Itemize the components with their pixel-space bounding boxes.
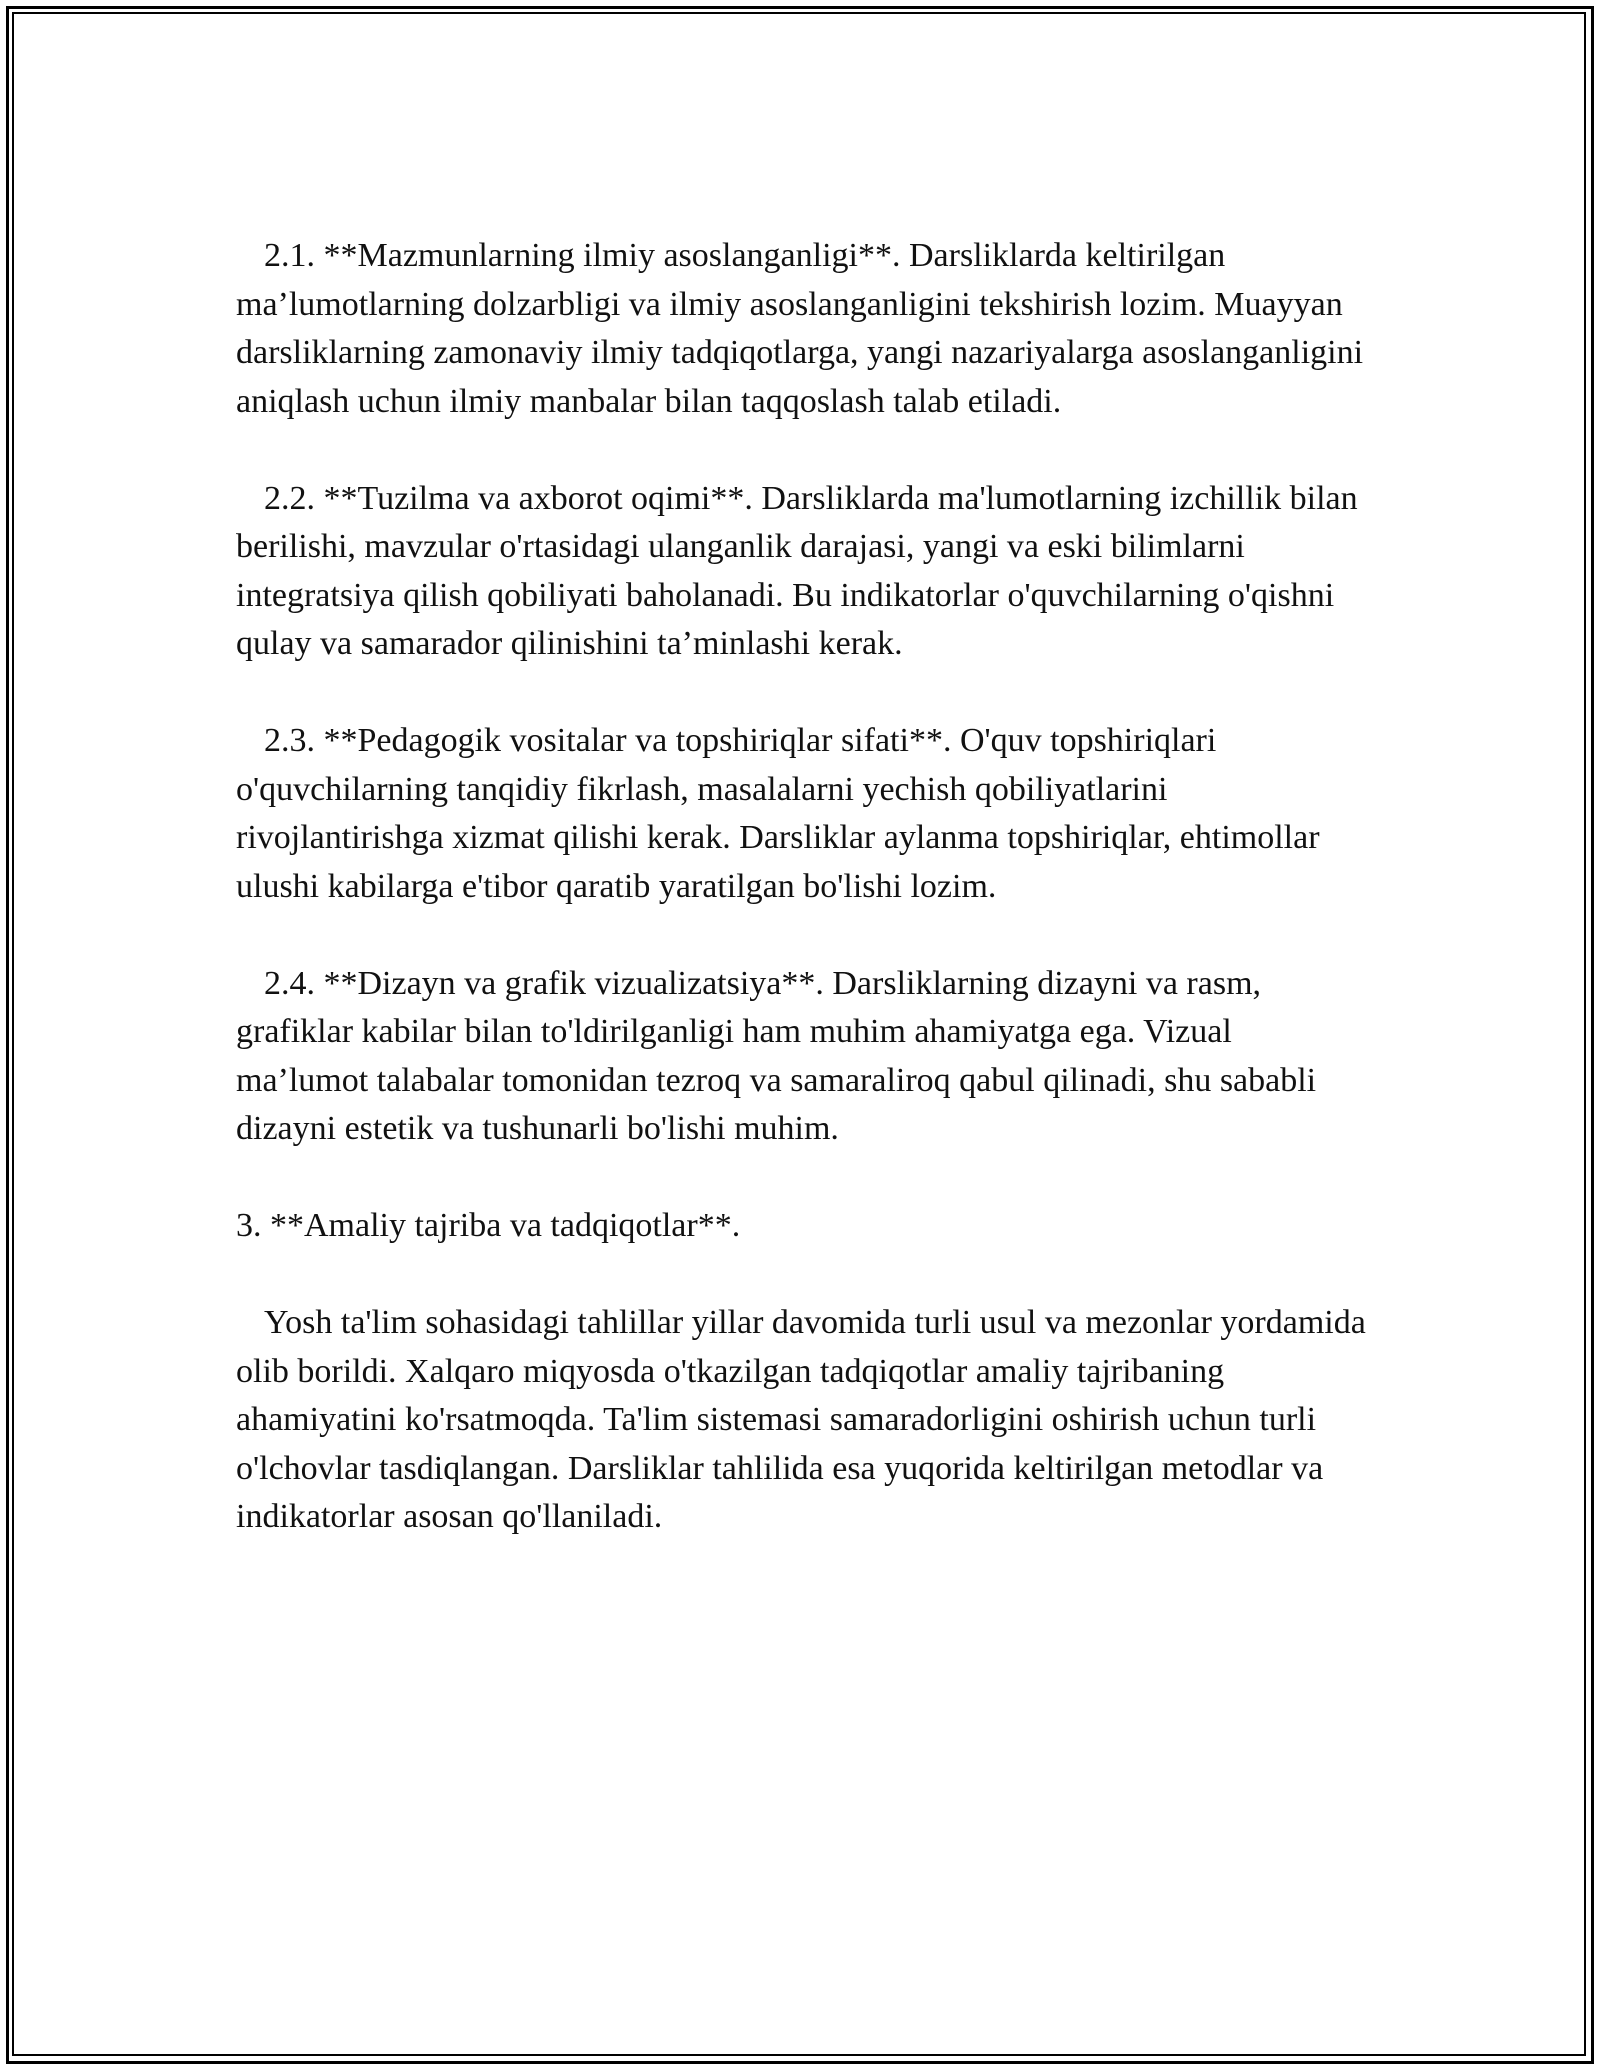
paragraph-2-2: 2.2. **Tuzilma va axborot oqimi**. Darsliklarda ma'lumotlarning izchillik bilan berilishi, mavzular o'rtasidagi ulanganlik darajasi, yangi va eski bilimlarni integratsiya qilish qobiliyati baholanadi. Bu indikatorlar o'quvchilarning o'qishni qulay va samarador qilinishini ta’minlashi kerak. bbox=[236, 479, 1358, 662]
paragraph-2-4: 2.4. **Dizayn va grafik vizualizatsiya**. Darsliklarning dizayni va rasm, grafiklar kabilar bilan to'ldirilganligi ham muhim ahamiyatga ega. Vizual ma’lumot talabalar tomonidan tezroq va samaraliroq qabul qilinadi, shu sababli dizayni estetik va tushunarli bo'lishi muhim. bbox=[236, 964, 1317, 1147]
section-heading-3: 3. **Amaliy tajriba va tadqiqotlar**. bbox=[236, 1207, 741, 1244]
document-body bbox=[236, 232, 1366, 1590]
paragraph-2-3: 2.3. **Pedagogik vositalar va topshiriqlar sifati**. O'quv topshiriqlari o'quvchilarning tanqidiy fikrlash, masalalarni yechish qobiliyatlarini rivojlantirishga xizmat qilishi kerak. Darsliklar aylanma topshiriqlar, ehtimollar ulushi kabilarga e'tibor qaratib yaratilgan bo'lishi lozim. bbox=[236, 722, 1320, 905]
paragraph-2-1: 2.1. **Mazmunlarning ilmiy asoslanganligi**. Darsliklarda keltirilgan ma’lumotlarning dolzarbligi va ilmiy asoslanganligini tekshirish lozim. Muayyan darsliklarning zamonaviy ilmiy tadqiqotlarga, yangi nazariyalarga asoslanganligini aniqlash uchun ilmiy manbalar bilan taqqoslash talab etiladi. bbox=[236, 237, 1364, 420]
paragraph-3-body: Yosh ta'lim sohasidagi tahlillar yillar davomida turli usul va mezonlar yordamida olib borildi. Xalqaro miqyosda o'tkazilgan tadqiqotlar amaliy tajribaning ahamiyatini ko'rsatmoqda. Ta'lim sistemasi samaradorligini oshirish uchun turli o'lchovlar tasdiqlangan. Darsliklar tahlilida esa yuqorida keltirilgan metodlar va indikatorlar asosan qo'llaniladi. bbox=[236, 1304, 1366, 1535]
